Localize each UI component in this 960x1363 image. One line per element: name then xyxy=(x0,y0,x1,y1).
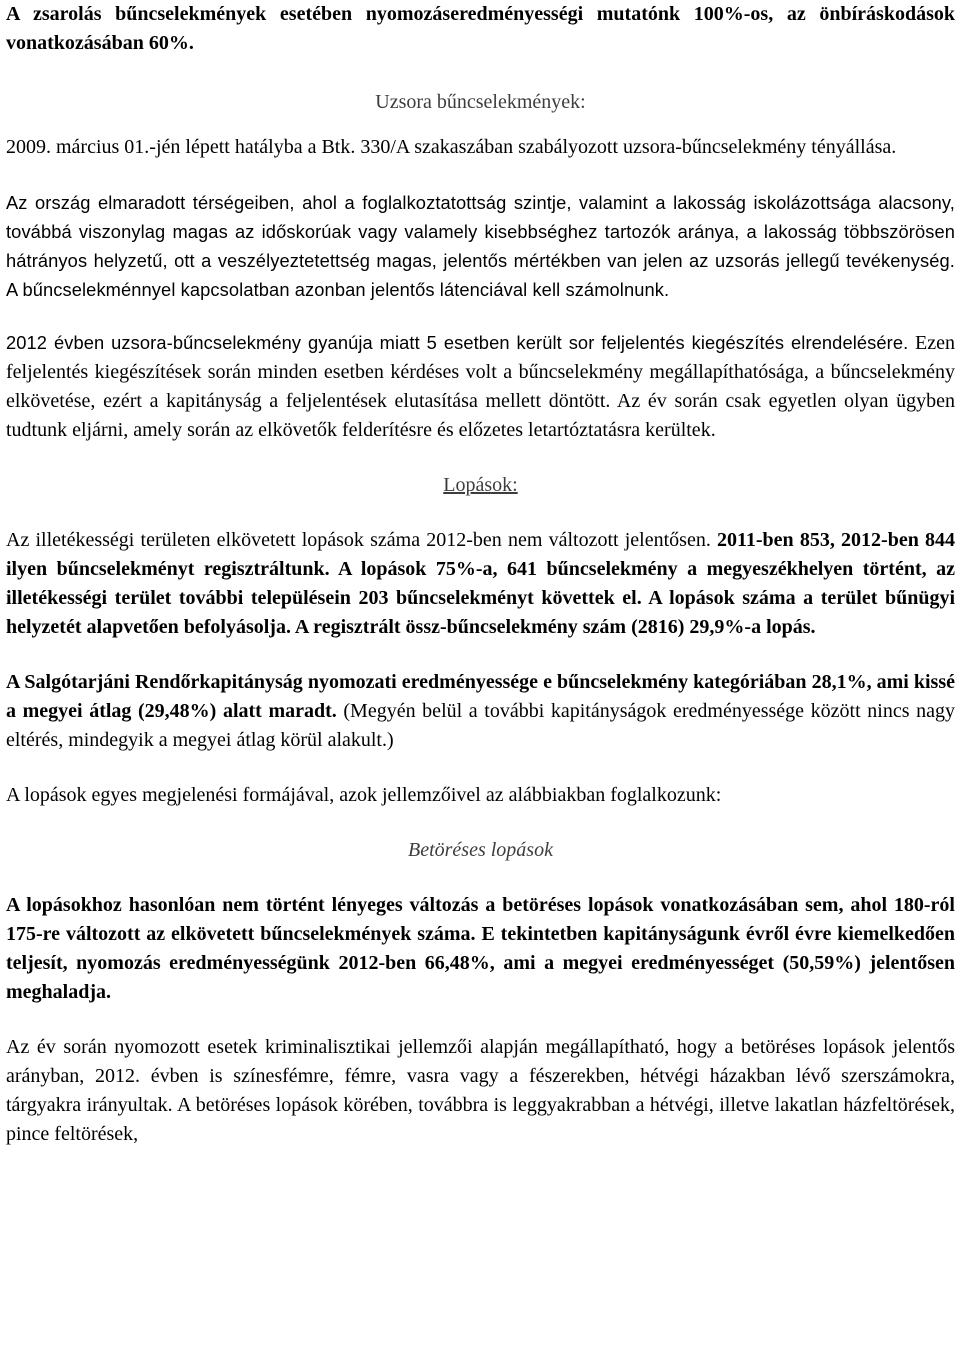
burglary-paragraph-1 xyxy=(6,891,955,1007)
intro-paragraph xyxy=(6,0,955,58)
burglary-heading: Betöréses lopások xyxy=(408,839,553,861)
usury-heading: Uzsora bűncselekmények: xyxy=(375,91,586,113)
burglary-paragraph-1-bold: A lopásokhoz hasonlóan nem történt lényeges változás a betöréses lopások vonatkozásában sem, ahol 180-ról 175-re változott az elkövetett bűncselekmények száma. E tekintetben kapitányságunk évről évre kiemelkedően teljesít, nyomozás eredményességünk 2012-ben 66,48%, ami a megyei eredményességet (50,59%) jelentősen meghaladja. xyxy=(6,894,955,1003)
theft-paragraph-2 xyxy=(6,668,955,755)
document-page xyxy=(6,0,955,1149)
theft-heading: Lopások: xyxy=(443,474,518,496)
theft-paragraph-1-bold: 2011-ben 853, 2012-ben 844 ilyen bűncselekményt regisztráltunk. A lopások 75%-a, 641 bűncselekmény a megyeszékhelyen történt, az illetékességi terület további településein 203 bűncselekményt követtek el. A lopások száma a terület bűnügyi helyzetét alapvetően befolyásolja. A regisztrált össz-bűncselekmény szám (2816) 29,9%-a lopás. xyxy=(6,529,955,638)
theft-paragraph-3: A lopások egyes megjelenési formájával, azok jellemzőivel az alábbiakban foglalkozunk: xyxy=(6,784,722,806)
usury-paragraph-2: Az ország elmaradott térségeiben, ahol a foglalkoztatottság szintje, valamint a lakosság iskolázottsága alacsony, továbbá viszonylag magas az időskorúak vagy valamely kisebbséghez tartozók aránya, a lakosság többszörösen hátrányos helyzetű, ott a veszélyeztetettség magas, jelentős mértékben van jelen az uzsorás jellegű tevékenység. A bűncselekménnyel kapcsolatban azonban jelentős látenciával kell számolnunk. xyxy=(6,192,955,300)
theft-paragraph-1 xyxy=(6,526,955,642)
theft-paragraph-1-normal: Az illetékességi területen elkövetett lopások száma 2012-ben nem változott jelentősen. xyxy=(6,529,717,551)
usury-paragraph-3 xyxy=(6,328,955,445)
usury-paragraph-3-serif: Ezen feljelentés kiegészítések során minden esetben kérdéses volt a bűncselekmény megállapíthatósága, a bűncselekmény elkövetése, ezért a kapitányság a feljelentések elutasítása mellett döntött. Az év során csak egyetlen olyan ügyben tudtunk eljárni, amely során az elkövetők felderítésre és előzetes letartóztatásra kerültek. xyxy=(6,332,955,441)
theft-paragraph-2-bold: A Salgótarjáni Rendőrkapitányság nyomozati eredményessége e bűncselekmény kategóriában 28,1%, ami kissé a megyei átlag (29,48%) alatt maradt. xyxy=(6,671,955,722)
usury-paragraph-1: 2009. március 01.-jén lépett hatályba a Btk. 330/A szakaszában szabályozott uzsora-bűncselekmény tényállása. xyxy=(6,136,897,158)
usury-paragraph-3-sans: 2012 évben uzsora-bűncselekmény gyanúja miatt 5 esetben került sor feljelentés kiegészítés elrendelésére. xyxy=(6,332,909,353)
intro-text: A zsarolás bűncselekmények esetében nyomozáseredményességi mutatónk 100%-os, az önbíráskodások vonatkozásában 60%. xyxy=(6,3,955,54)
theft-paragraph-2-normal: (Megyén belül a további kapitányságok eredményessége között nincs nagy eltérés, mindegyik a megyei átlag körül alakult.) xyxy=(6,700,955,751)
burglary-paragraph-2: Az év során nyomozott esetek kriminalisztikai jellemzői alapján megállapítható, hogy a betöréses lopások jelentős arányban, 2012. évben is színesfémre, fémre, vasra vagy a fészerekben, hétvégi házakban lévő szerszámokra, tárgyakra irányultak. A betöréses lopások körében, továbbra is leggyakrabban a hétvégi, illetve lakatlan házfeltörések, pince feltörések, xyxy=(6,1036,955,1145)
